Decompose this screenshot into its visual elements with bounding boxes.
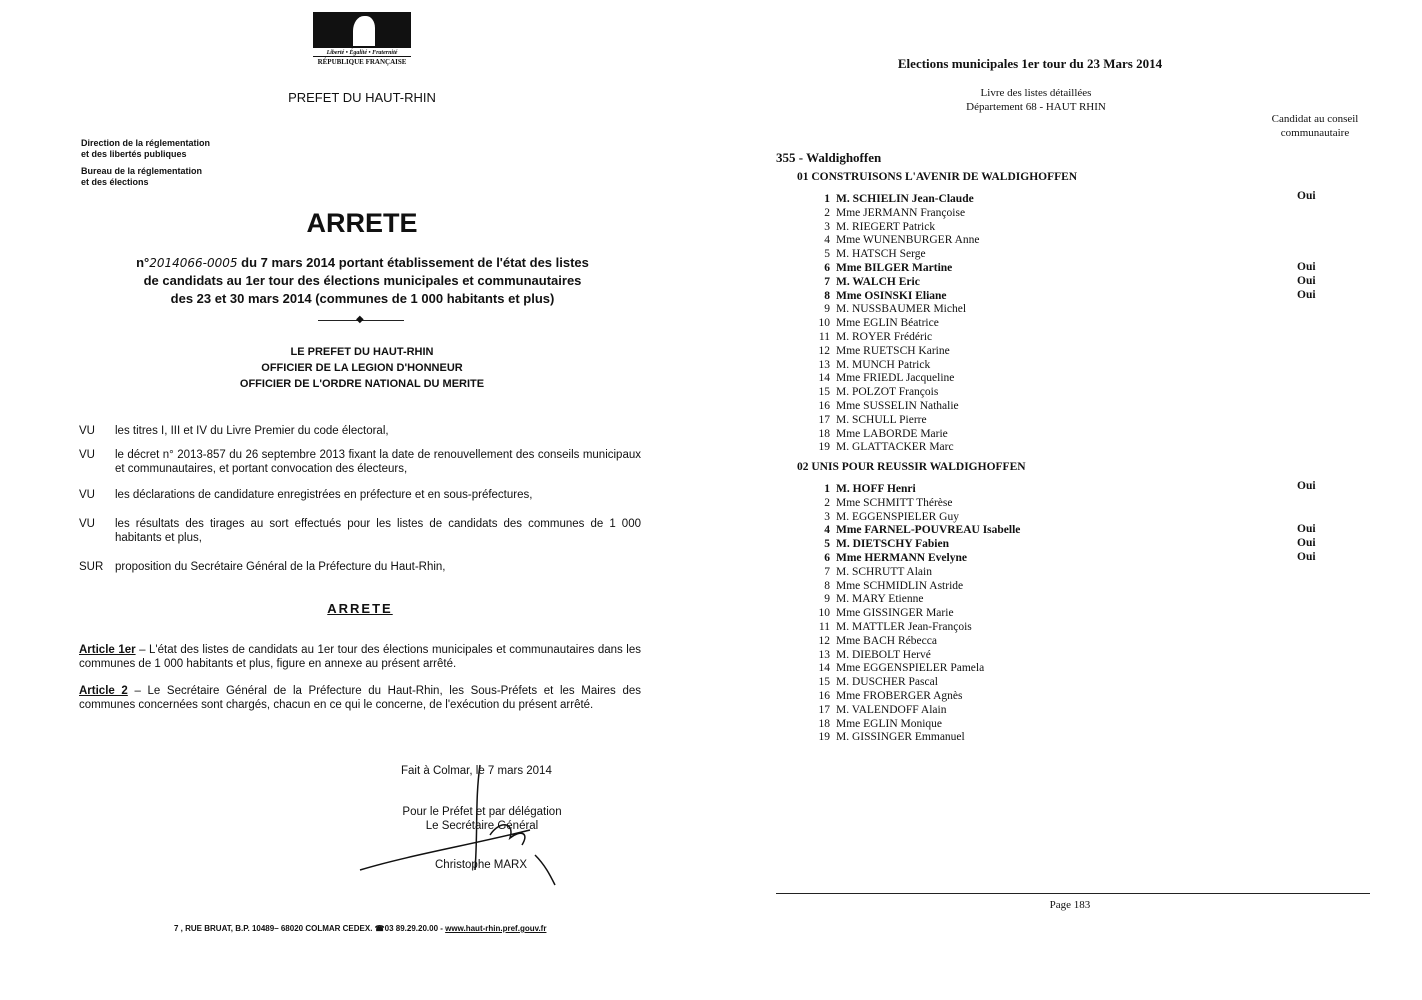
candidate-row [810,717,1340,731]
candidate-name: M. GISSINGER Emmanuel [836,731,965,744]
candidate-rank: 15 [818,676,830,689]
place-date: Fait à Colmar, le 7 mars 2014 [401,765,552,777]
communautaire-flag: Oui [1297,537,1316,550]
candidate-rank: 5 [824,248,830,261]
candidate-row [810,606,1340,620]
communautaire-flag: Oui [1297,551,1316,563]
consideration-text: les titres I, III et IV du Livre Premier du code électoral, [115,425,389,437]
subtitle-line: des 23 et 30 mars 2014 (communes de 1 000 habitants et plus) [170,291,555,306]
logo-motto: Liberté • Égalité • Fraternité [313,50,411,57]
candidate-row [810,261,1340,275]
subtitle-line: de candidats au 1er tour des élections municipales et communautaires [143,273,582,288]
candidate-name: M. SCHIELIN Jean-Claude [836,193,974,205]
candidate-name: Mme FROBERGER Agnès [836,690,963,702]
marianne-emblem-icon [313,12,411,48]
consideration [79,424,641,438]
candidate-rank: 17 [818,413,830,426]
candidate-name: Mme SCHMITT Thérèse [836,496,953,509]
diamond-icon: ◆ [356,314,364,325]
delegation-line: Pour le Préfet et par délégation [402,806,562,818]
list-heading: 02 UNIS POUR REUSSIR WALDIGHOFFEN [797,461,1026,473]
subtitle-line: du 7 mars 2014 portant établissement de l'état des listes [237,255,589,270]
consideration-key: VU [79,425,95,437]
candidate-row [810,689,1340,703]
candidate-name: Mme BILGER Martine [836,262,953,274]
candidate-name: Mme SCHMIDLIN Astride [836,579,964,592]
consideration [79,560,641,574]
candidate-row [810,427,1340,441]
candidate-rank: 10 [818,317,830,330]
candidate-row [810,634,1340,648]
candidate-name: Mme JERMANN Françoise [836,206,966,219]
address-text: 7 , RUE BRUAT, B.P. 10489– 68020 COLMAR CEDEX. ☎03 89.29.20.00 - [174,924,446,933]
consideration-key: VU [79,449,95,461]
candidate-rank: 9 [824,303,830,316]
candidate-rank: 10 [818,607,830,620]
candidate-name: M. RIEGERT Patrick [836,220,936,233]
candidate-row [810,592,1340,606]
candidate-row [810,537,1340,551]
column-header-line: communautaire [1280,127,1350,139]
candidate-name: M. WALCH Eric [836,275,920,288]
candidate-name: M. ROYER Frédéric [836,331,933,343]
article-text: – L'état des listes de candidats au 1er tour des élections municipales et communautaires dans les communes de 1 000 habitants et plus, figure en annexe au présent arrêté. [79,644,642,670]
consideration-key: VU [79,518,95,530]
candidate-rank: 9 [824,593,830,606]
candidate-name: Mme WUNENBURGER Anne [836,234,980,247]
prefet-titles [212,344,512,392]
consideration [79,448,641,476]
candidate-row [810,289,1340,303]
candidate-row [810,206,1340,220]
candidate-name: M. EGGENSPIELER Guy [836,510,959,523]
candidate-rank: 3 [824,220,830,233]
candidate-row [810,703,1340,717]
communautaire-flag: Oui [1297,480,1316,492]
bureau-line: et des élections [81,177,149,187]
candidate-rank: 15 [818,386,830,399]
candidate-rank: 14 [818,372,830,385]
consideration-text: proposition du Secrétaire Général de la Préfecture du Haut-Rhin, [115,561,446,573]
candidate-row [810,551,1340,565]
communautaire-flag: Oui [1297,288,1316,301]
report-subtitle [916,86,1156,114]
list-heading: 01 CONSTRUISONS L'AVENIR DE WALDIGHOFFEN [797,171,1078,183]
candidate-name: M. HATSCH Serge [836,248,926,261]
marianne-logo [313,12,411,66]
candidate-name: Mme EGLIN Béatrice [836,317,939,330]
consideration-text: les déclarations de candidature enregistrées en préfecture et en sous-préfectures, [115,489,533,501]
candidate-row [810,440,1340,454]
delegation-line: Le Secrétaire Général [425,820,539,832]
candidate-name: M. DIETSCHY Fabien [836,538,949,551]
candidate-rank: 16 [818,400,830,412]
logo-republic: RÉPUBLIQUE FRANÇAISE [317,58,407,66]
page-number: Page 183 [1049,899,1091,911]
candidate-rank: 8 [824,289,830,302]
report-title: Elections municipales 1er tour du 23 Mars 2014 [897,56,1163,71]
candidate-name: Mme OSINSKI Eliane [836,289,947,302]
candidate-row [810,358,1340,372]
article-label: Article 2 [79,685,128,697]
candidate-name: M. NUSSBAUMER Michel [836,303,967,316]
consideration [79,517,641,545]
candidate-row [810,220,1340,234]
candidate-rank: 13 [818,648,830,661]
candidate-row [810,496,1340,510]
consideration-text: le décret n° 2013-857 du 26 septembre 2013 fixant la date de renouvellement des conseils municipaux et communautaires, et portant convocation des électeurs, [115,449,641,475]
candidate-name: M. HOFF Henri [836,483,916,495]
candidate-rank: 3 [824,510,830,523]
candidate-row [810,510,1340,524]
candidate-row [810,302,1340,316]
candidate-rank: 2 [824,496,830,509]
candidate-name: M. GLATTACKER Marc [836,441,954,454]
candidate-rank: 18 [818,427,830,440]
consideration-key: VU [79,489,95,501]
candidate-name: Mme LABORDE Marie [836,427,948,440]
candidate-name: Mme RUETSCH Karine [836,344,950,357]
candidate-rank: 4 [824,234,830,247]
article-2 [79,684,641,712]
candidate-rank: 14 [818,662,830,675]
candidate-name: M. DUSCHER Pascal [836,676,938,689]
candidate-rank: 7 [824,275,830,288]
number-prefix: n° [136,255,150,270]
candidate-row [810,247,1340,261]
communautaire-flag: Oui [1297,274,1316,287]
candidate-rank: 19 [818,441,830,454]
document-title: ARRETE [306,208,418,238]
handwritten-number: 2014066-0005 [149,256,238,270]
communautaire-flag: Oui [1297,523,1316,536]
candidate-rank: 1 [824,483,830,495]
candidate-row [810,675,1340,689]
prefet-header: PREFET DU HAUT-RHIN [288,90,436,105]
candidate-name: Mme EGGENSPIELER Pamela [836,662,985,675]
candidate-name: Mme FRIEDL Jacqueline [836,372,955,385]
candidate-name: Mme FARNEL-POUVREAU Isabelle [836,524,1021,537]
candidate-name: M. DIEBOLT Hervé [836,648,931,661]
candidate-rank: 1 [824,193,830,205]
article-text: – Le Secrétaire Général de la Préfecture du Haut-Rhin, les Sous-Préfets et les Maires des communes concernées sont chargés, chacun en ce qui le concerne, de l'exécution du présent arrêté. [79,685,641,711]
candidate-row [810,523,1340,537]
bureau-label [81,166,202,188]
commune-name: 355 - Waldighoffen [776,150,882,165]
candidate-name: M. POLZOT François [836,386,939,399]
column-header-line: Candidat au conseil [1271,113,1359,125]
officer-line: LE PREFET DU HAUT-RHIN [290,346,434,358]
direction-line: Direction de la réglementation [81,138,211,148]
candidate-row [810,661,1340,675]
candidate-name: M. MARY Etienne [836,593,924,606]
arrete-heading: ARRETE [327,601,393,616]
candidate-rank: 18 [818,717,830,730]
candidate-rank: 6 [824,552,830,564]
consideration-key: SUR [79,561,104,573]
candidate-name: M. SCHULL Pierre [836,413,927,426]
candidate-name: M. VALENDOFF Alain [836,703,947,716]
candidate-row [810,399,1340,413]
candidate-row [810,316,1340,330]
candidate-name: Mme SUSSELIN Nathalie [836,400,959,412]
communautaire-flag: Oui [1297,190,1316,202]
candidate-name: Mme HERMANN Evelyne [836,552,967,564]
candidate-row [810,371,1340,385]
candidate-rank: 13 [818,358,830,371]
direction-line: et des libertés publiques [81,149,187,159]
subtitle-line: Livre des listes détaillées [980,87,1092,99]
candidate-row [810,330,1340,344]
candidate-rank: 6 [824,262,830,274]
candidate-name: Mme EGLIN Monique [836,717,943,730]
candidate-row [810,275,1340,289]
candidate-rank: 11 [818,621,830,633]
candidate-rank: 16 [818,690,830,702]
column-header-communautaire [1240,112,1390,140]
candidate-rank: 2 [824,206,830,219]
signatory-name: Christophe MARX [435,859,528,871]
department-line: Département 68 - HAUT RHIN [966,101,1106,113]
direction-label [81,138,210,160]
candidate-name: M. MATTLER Jean-François [836,621,972,633]
candidate-rank: 12 [818,634,830,647]
footer-address [174,924,546,933]
consideration-text: les résultats des tirages au sort effectués pour les listes de candidats des communes de 1 000 habitants et plus, [115,518,641,544]
ornament-divider [318,314,404,325]
candidate-row [810,413,1340,427]
candidate-row [810,648,1340,662]
candidate-row [810,344,1340,358]
consideration [79,488,641,502]
candidate-row [810,620,1340,634]
candidate-name: M. MUNCH Patrick [836,358,931,371]
candidate-name: Mme GISSINGER Marie [836,607,954,620]
article-1 [79,643,641,671]
candidate-name: M. SCHRUTT Alain [836,565,932,578]
officer-line: OFFICIER DE LA LEGION D'HONNEUR [261,362,463,374]
document-subtitle [100,254,625,308]
candidate-row [810,233,1340,247]
communautaire-flag: Oui [1297,261,1316,273]
officer-line: OFFICIER DE L'ORDRE NATIONAL DU MERITE [239,378,485,390]
candidate-rank: 17 [818,703,830,716]
candidate-rank: 7 [824,565,830,578]
candidate-rank: 4 [824,524,830,537]
candidate-rank: 12 [818,344,830,357]
candidate-rank: 5 [824,538,830,551]
candidate-row [810,579,1340,593]
candidate-row [810,565,1340,579]
candidate-rank: 19 [818,731,830,744]
bureau-line: Bureau de la réglementation [81,166,203,176]
candidate-row [810,730,1340,744]
candidate-name: Mme BACH Rébecca [836,634,937,647]
candidate-row [810,385,1340,399]
candidate-rank: 11 [818,331,830,343]
candidate-row [810,482,1340,496]
footer-rule [776,893,1370,894]
article-label: Article 1er [79,644,136,656]
prefecture-website-link[interactable]: www.haut-rhin.pref.gouv.fr [445,924,547,933]
candidate-rank: 8 [824,579,830,592]
candidate-row [810,192,1340,206]
